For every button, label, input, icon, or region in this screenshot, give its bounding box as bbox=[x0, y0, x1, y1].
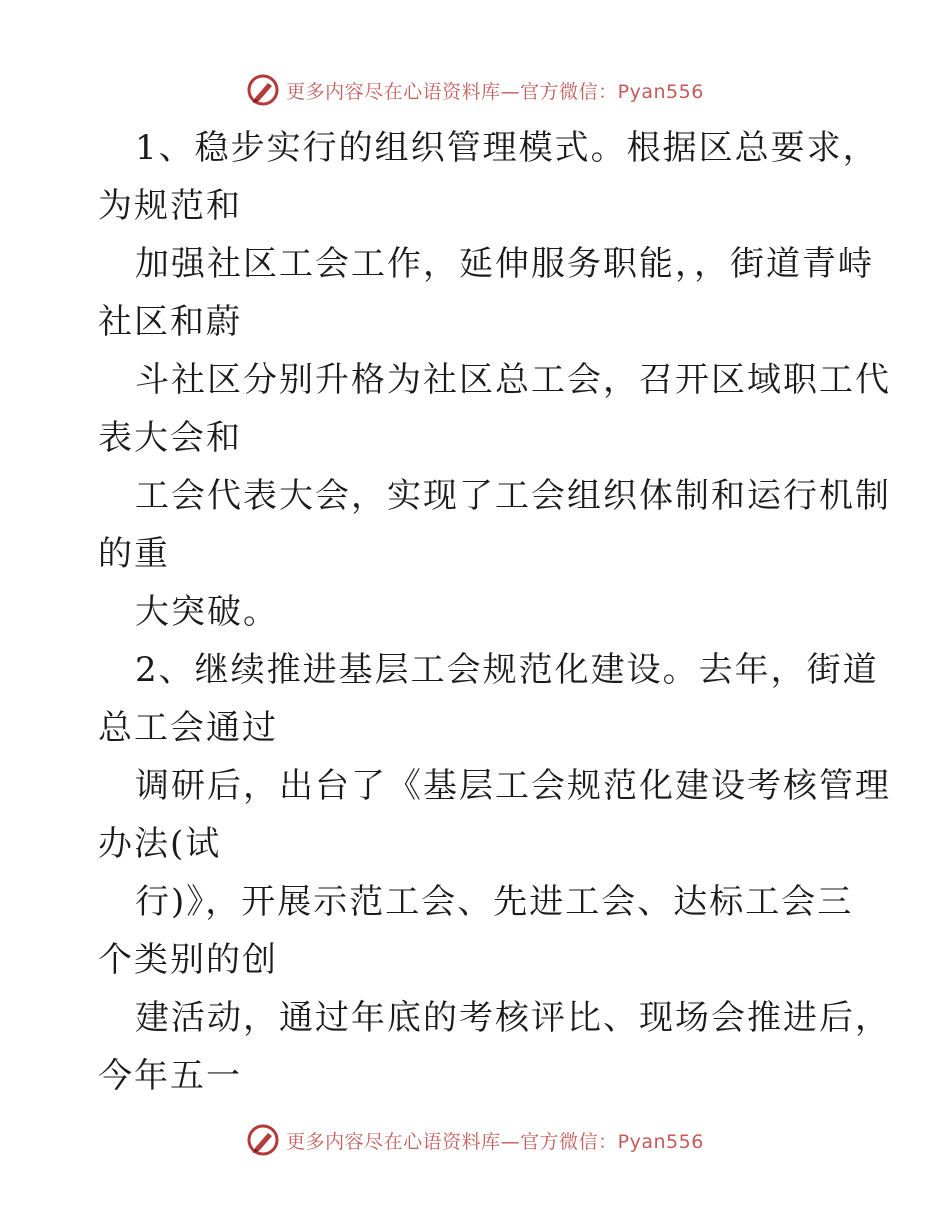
body-line: 行)》，开展示范工会、先进工会、达标工会三 bbox=[135, 882, 854, 922]
footer-banner bbox=[0, 1120, 950, 1160]
body-line: 调研后，出台了《基层工会规范化建设考核管理 bbox=[135, 766, 891, 806]
body-line: 的重 bbox=[98, 534, 170, 574]
body-line: 大突破。 bbox=[135, 592, 279, 632]
body-line: 建活动，通过年底的考核评比、现场会推进后， bbox=[135, 998, 891, 1038]
header-banner-text: 更多内容尽在心语资料库—官方微信：Pyan556 bbox=[286, 80, 704, 103]
body-line: 个类别的创 bbox=[98, 940, 278, 980]
body-line: 表大会和 bbox=[98, 418, 242, 458]
body-line: 办法(试 bbox=[98, 824, 222, 864]
body-line: 今年五一 bbox=[98, 1056, 242, 1096]
body-line: 1、稳步实行的组织管理模式。根据区总要求， bbox=[135, 128, 879, 168]
pen-logo-icon bbox=[246, 1123, 280, 1157]
body-line: 为规范和 bbox=[98, 186, 242, 226]
footer-banner-text: 更多内容尽在心语资料库—官方微信：Pyan556 bbox=[286, 1130, 704, 1153]
body-line: 总工会通过 bbox=[98, 708, 278, 748]
body-line: 2、继续推进基层工会规范化建设。去年，街道 bbox=[135, 650, 879, 690]
body-line: 社区和蔚 bbox=[98, 302, 242, 342]
body-line: 加强社区工会工作，延伸服务职能，，街道青峙 bbox=[135, 244, 874, 284]
body-line: 斗社区分别升格为社区总工会，召开区域职工代 bbox=[135, 360, 891, 400]
body-line: 工会代表大会，实现了工会组织体制和运行机制 bbox=[135, 476, 891, 516]
